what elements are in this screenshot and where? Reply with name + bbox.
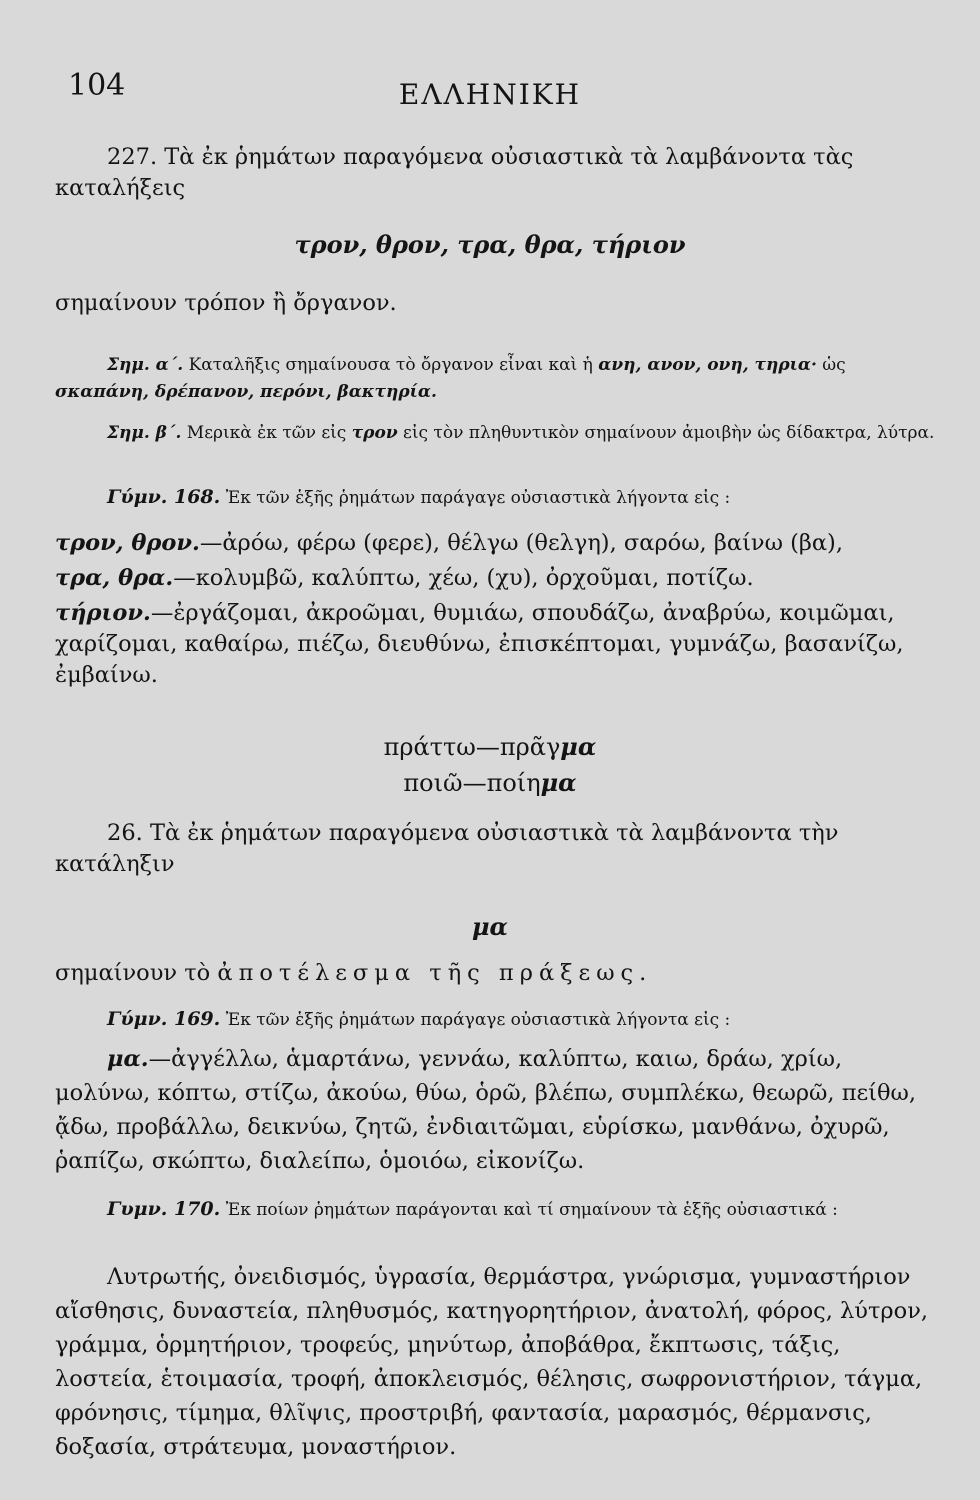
example-2-plain: ποιῶ—ποίη [403, 769, 541, 797]
row3-text: —ἐργάζομαι, ἀκροῶμαι, θυμιάω, σπουδάζω, ἀναβρύω, κοιμῶμαι, χαρίζομαι, καθαίρω, πιέζω, διευθύνω, ἐπισκέπτομαι, γυμνάζω, βασανίζω, ἐμβαίνω. [55, 600, 904, 688]
note-a-text: Καταλῆξις σημαίνουσα τὸ ὄργανον εἶναι καὶ ἡ [188, 355, 593, 375]
exercise-169-key: μα. [107, 1046, 149, 1072]
row1-text: —ἀρόω, φέρω (φερε), θέλγω (θελγη), σαρόω, βαίνω (βα), [199, 530, 843, 556]
exercise-168-row2 [55, 563, 940, 594]
exercise-170-heading [55, 1196, 940, 1224]
meaning-26-a: σημαίνουν τὸ [55, 960, 211, 986]
note-b-label: Σημ. β΄. [107, 423, 182, 443]
section-26-number: 26. [107, 820, 143, 846]
exercise-168-heading [55, 484, 940, 512]
page-number: 104 [68, 68, 126, 103]
exercise-168-label: Γύμν. 168. [107, 486, 221, 508]
endings-227: τρον, θρον, τρα, θρα, τήριον [294, 230, 686, 259]
row1-key: τρον, θρον. [55, 530, 200, 556]
exercise-169-words: —ἀγγέλλω, ἁμαρτάνω, γεννάω, καλύπτω, καιω, δράω, χρίω, μολύνω, κόπτω, στίζω, ἀκούω, θύω, ὁρῶ, βλέπω, συμπλέκω, θεωρῶ, πείθω, ᾄδω, προβάλλω, δεικνύω, ζητῶ, ἐνδιαιτῶμαι, εὑρίσκω, μανθάνω, ὀχυρῶ, ῥαπίζω, σκώπτω, διαλείπω, ὁμοιόω, εἰκονίζω. [55, 1046, 917, 1174]
exercise-169-list [55, 1042, 940, 1178]
note-a [55, 352, 940, 406]
exercise-168-text: Ἐκ τῶν ἑξῆς ῥημάτων παράγαγε οὐσιαστικὰ λήγοντα εἰς : [225, 488, 731, 508]
exercise-170-text: Ἐκ ποίων ῥημάτων παράγονται καὶ τί σημαίνουν τὰ ἑξῆς οὐσιαστικά : [225, 1200, 838, 1220]
exercise-170-list: Λυτρωτής, ὀνειδισμός, ὑγρασία, θερμάστρα, γνώρισμα, γυμναστήριον αἴσθησις, δυναστεία, πληθυσμός, κατηγορητήριον, ἀνατολή, φόρος, λύτρον, γράμμα, ὁρμητήριον, τροφεύς, μηνύτωρ, ἀποβάθρα, ἔκπτωσις, τάξις, λοστεία, ἑτοιμασία, τροφή, ἀποκλεισμός, θέλησις, σωφρονιστήριον, τάγμα, φρόνησις, τίμημα, θλῖψις, προστριβή, φαντασία, μαρασμός, θέρμανσις, δοξασία, στράτευμα, μοναστήριον. [55, 1264, 929, 1460]
example-2-ending: μα [540, 768, 577, 797]
note-a-as: ὡς [822, 355, 846, 375]
note-a-examples: σκαπάνη, δρέπανον, περόνι, βακτηρία. [55, 382, 437, 402]
note-a-label: Σημ. α΄. [107, 355, 184, 375]
example-1-plain: πράττω—πρᾶγ [383, 733, 561, 761]
exercise-169-heading [55, 1006, 940, 1034]
exercise-168-row3 [55, 598, 940, 691]
section-number: 227. [107, 144, 158, 170]
note-b-text1: Μερικὰ ἐκ τῶν εἰς [186, 423, 347, 443]
section-26-text: Τὰ ἐκ ῥημάτων παραγόμενα οὐσιαστικὰ τὰ λαμβάνοντα τὴν κατάληξιν [55, 820, 839, 877]
exercise-169-text: Ἐκ τῶν ἑξῆς ῥημάτων παράγαγε οὐσιαστικὰ λήγοντα εἰς : [225, 1010, 731, 1030]
example-line-1 [0, 732, 980, 761]
ending-26: μα [471, 912, 509, 941]
meaning-26 [55, 958, 940, 989]
meaning-26-b: ἀποτέλεσμα τῆς πράξεως. [217, 960, 653, 986]
row3-key: τήριον. [55, 600, 151, 626]
exercise-169-label: Γύμν. 169. [107, 1008, 221, 1030]
section-227-intro [55, 142, 940, 204]
example-1-ending: μα [560, 732, 597, 761]
exercise-170-label: Γυμν. 170. [107, 1198, 221, 1220]
row2-key: τρα, θρα. [55, 565, 174, 591]
running-header: ΕΛΛΗΝΙΚΗ [398, 78, 582, 111]
note-a-endings: ανη, ανον, ονη, τηρια· [598, 355, 817, 375]
row2-text: —κολυμβῶ, καλύπτω, χέω, (χυ), ὀρχοῦμαι, ποτίζω. [173, 565, 754, 591]
note-b [55, 420, 940, 447]
section-text: Τὰ ἐκ ῥημάτων παραγόμενα οὐσιαστικὰ τὰ λαμβάνοντα τὰς καταλήξεις [55, 144, 854, 201]
section-26-intro [55, 818, 940, 880]
note-b-text2: εἰς τὸν πληθυντικὸν σημαίνουν ἀμοιβὴν ὡς δίδακτρα, λύτρα. [403, 423, 935, 443]
meaning-227: σημαίνουν τρόπον ἢ ὄργανον. [55, 290, 397, 316]
note-b-ending: τρον [351, 423, 398, 443]
example-line-2 [0, 768, 980, 797]
exercise-168-row1 [55, 528, 940, 559]
